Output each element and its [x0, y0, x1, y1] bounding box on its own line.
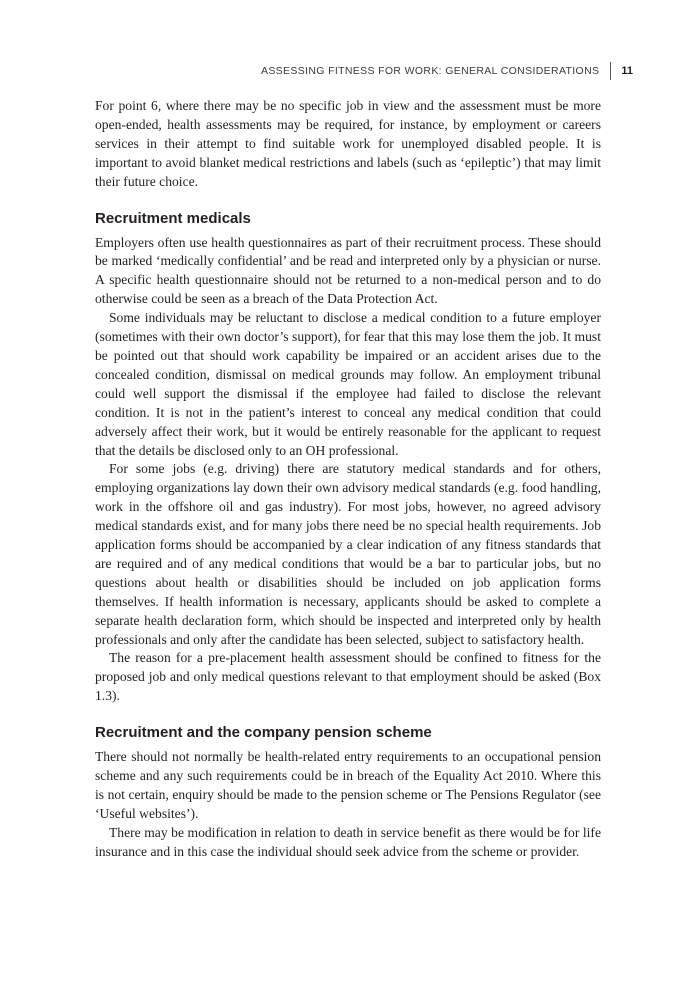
pension-scheme-paragraph-2: There may be modification in relation to death in service benefit as there would be for life insurance and in this case the individual should seek advice from the scheme or provider. [95, 824, 601, 859]
recruitment-medicals-paragraph-2: Some individuals may be reluctant to disclose a medical condition to a future employer (sometimes with their own doctor’s support), for fear that this may lose them the job. It must be pointed out that should work capability be impaired or an accident arises due to the concealed condition, dismissal on medical grounds may follow. An employment tribunal could well support the dismissal if the employee had failed to disclose the relevant condition. It is not in the patient’s interest to conceal any medical condition that could adversely affect their work, but it would be entirely reasonable for the applicant to request that the details be disclosed only to an OH professional. [95, 310, 601, 458]
running-title: ASSESSING FITNESS FOR WORK: GENERAL CONSIDERATIONS [260, 65, 600, 77]
header-divider [610, 62, 611, 80]
recruitment-medicals-paragraph-1: Employers often use health questionnaires as part of their recruitment process. These should be marked ‘medically confidential’ and be read and interpreted only by a physician or nurse. A specific health questionnaire should not be returned to a non-medical person and to do otherwise could be seen as a breach of the Data Protection Act. [95, 234, 601, 307]
running-header [261, 62, 633, 80]
section-heading-recruitment-medicals: Recruitment medicals [95, 209, 251, 227]
intro-paragraph: For point 6, where there may be no specific job in view and the assessment must be more open-ended, health assessments may be required, for instance, by employment or careers services in their attempt to find suitable work for unemployed disabled people. It is important to avoid blanket medical restrictions and labels (such as ‘epileptic’) that may limit their future choice. [95, 98, 601, 189]
page-body [95, 97, 601, 862]
recruitment-medicals-paragraph-3: For some jobs (e.g. driving) there are statutory medical standards and for others, employing organizations lay down their own advisory medical standards (e.g. food handling, work in the offshore oil and gas industry). For most jobs, however, no agreed advisory medical standards exist, and for many jobs there need be no special health requirements. Job application forms should be accompanied by a clear indication of any fitness standards that are required and of any medical conditions that would be a bar to particular jobs, but no questions about health or disabilities should be included on job application forms themselves. If health information is necessary, applicants should be asked to complete a separate health declaration form, which should be inspected and interpreted only by health professionals and only after the candidate has been selected, subject to satisfactory health. [95, 461, 601, 647]
page-number: 11 [621, 65, 633, 77]
pension-scheme-paragraph-1: There should not normally be health-related entry requirements to an occupational pension scheme and any such requirements could be in breach of the Equality Act 2010. Where this is not certain, enquiry should be made to the pension scheme or The Pensions Regulator (see ‘Useful websites’). [95, 749, 601, 821]
section-heading-pension-scheme: Recruitment and the company pension scheme [95, 724, 432, 742]
recruitment-medicals-paragraph-4: The reason for a pre-placement health assessment should be confined to fitness for the proposed job and only medical questions relevant to that employment should be asked (Box 1.3). [95, 650, 601, 704]
